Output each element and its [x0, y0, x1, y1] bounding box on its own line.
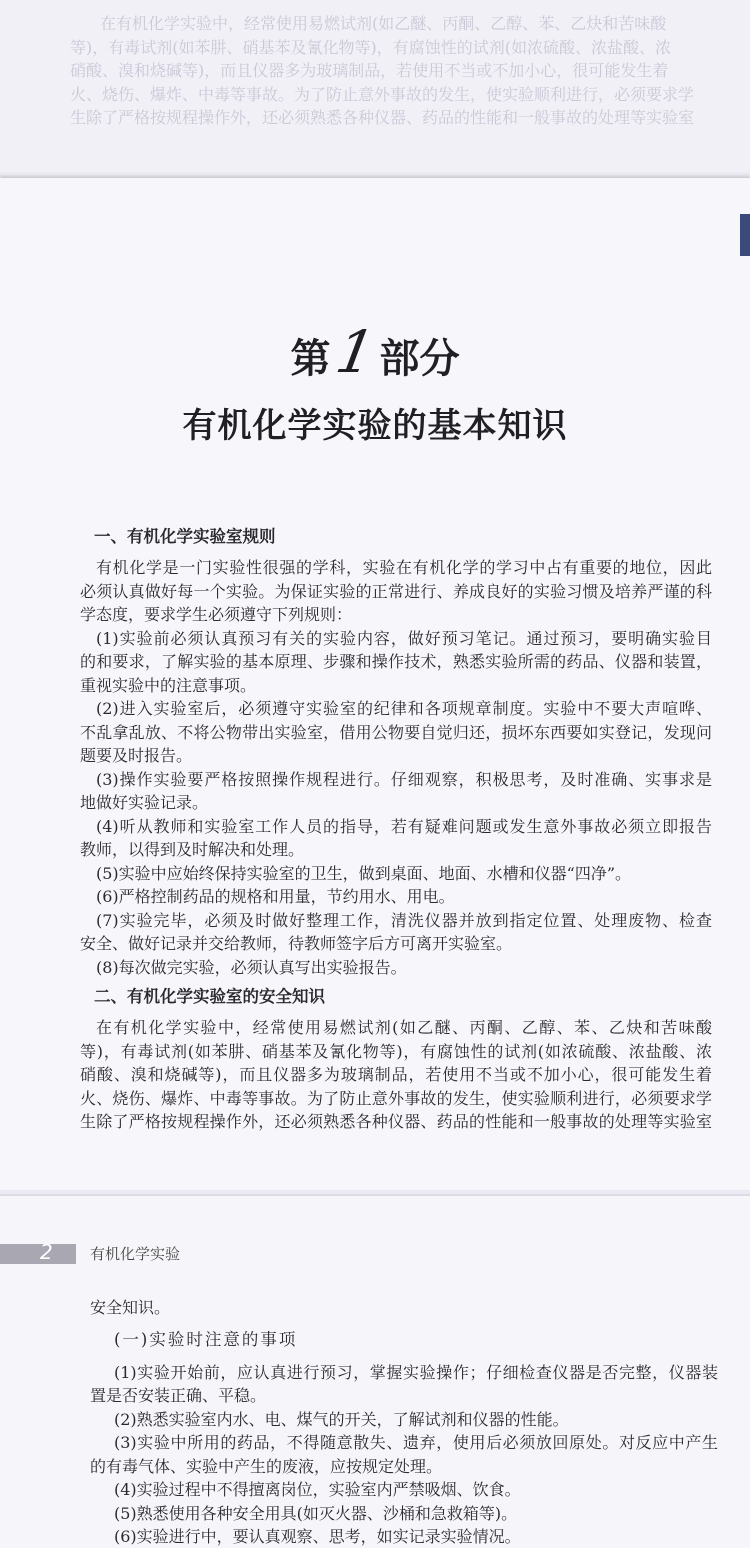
text-line: 必须认真做好每一个实验。为保证实验的正常进行、养成良好的实验习惯及培养严谨的科 — [80, 581, 712, 601]
text-line: 硝酸、溴和烧碱等)，而且仪器多为玻璃制品，若使用不当或不加小心，很可能发生着 — [80, 1065, 712, 1084]
text-line: 的和要求，了解实验的基本原理、步骤和操作技术，熟悉实验所需的药品、仪器和装置， — [80, 652, 712, 671]
text-line: 有机化学是一门实验性很强的学科，实验在有机化学的学习中占有重要的地位，因此 — [96, 558, 712, 577]
text-line: 学态度，要求学生必须遵守下列规则： — [80, 605, 353, 624]
text-line: (8)每次做完实验，必须认真写出实验报告。 — [96, 957, 407, 977]
text-line: (5)熟悉使用各种安全用具(如灭火器、沙桶和急救箱等)。 — [114, 1503, 518, 1523]
text-line: (4)实验过程中不得擅离岗位，实验室内严禁吸烟、饮食。 — [114, 1480, 521, 1499]
book-page-1 — [0, 178, 750, 1190]
part-number: 1 — [330, 318, 380, 386]
part-prefix: 第 — [290, 336, 331, 382]
page-number: 2 — [40, 1240, 53, 1264]
text-line: 不乱拿乱放、不将公物带出实验室，借用公物要自觉归还，损坏东西要如实登记，发现问 — [80, 722, 712, 742]
text-line: (5)实验中应始终保持实验室的卫生，做到桌面、地面、水槽和仪器“四净”。 — [96, 863, 632, 883]
text-line: 火、烧伤、爆炸、中毒等事故。为了防止意外事故的发生，使实验顺利进行，必须要求学 — [80, 1088, 712, 1108]
page-edge-tab — [740, 214, 750, 256]
faded-text-line: 等)，有毒试剂(如苯肼、硝基苯及氰化物等)，有腐蚀性的试剂(如浓硫酸、浓盐酸、浓 — [70, 37, 671, 57]
text-line: 题要及时报告。 — [80, 746, 193, 765]
text-line: 教师，以得到及时解决和处理。 — [80, 840, 305, 859]
text-line: (6)严格控制药品的规格和用量，节约用水、用电。 — [96, 887, 455, 906]
text-line: (2)熟悉实验室内水、电、煤气的开关，了解试剂和仪器的性能。 — [114, 1409, 569, 1429]
previous-page — [0, 0, 750, 172]
text-line: (1)实验开始前，应认真进行预习，掌握实验操作；仔细检查仪器是否完整，仪器装 — [114, 1362, 718, 1382]
faded-text-line: 硝酸、溴和烧碱等)，而且仪器多为玻璃制品，若使用不当或不加小心，很可能发生着 — [70, 61, 669, 80]
section-heading: 一、有机化学实验室规则 — [94, 527, 276, 546]
running-head: 有机化学实验 — [90, 1245, 181, 1263]
faded-text-line: 火、烧伤、爆炸、中毒等事故。为了防止意外事故的发生，使实验顺利进行，必须要求学 — [70, 84, 695, 104]
text-line: 置是否安装正确、平稳。 — [90, 1386, 267, 1405]
text-line: (1)实验前必须认真预习有关的实验内容，做好预习笔记。通过预习，要明确实验目 — [96, 628, 712, 648]
faded-text-line: 生除了严格按规程操作外，还必须熟悉各种仪器、药品的性能和一般事故的处理等实验室 — [70, 108, 695, 127]
part-title: 有机化学实验的基本知识 — [182, 406, 568, 446]
text-line: 等)，有毒试剂(如苯肼、硝基苯及氰化物等)，有腐蚀性的试剂(如浓硫酸、浓盐酸、浓 — [80, 1041, 712, 1061]
book-page-2 — [0, 1194, 750, 1548]
text-line: 安全、做好记录并交给教师，待教师签字后方可离开实验室。 — [80, 934, 513, 953]
text-line: 安全知识。 — [90, 1298, 171, 1317]
section-heading: (一)实验时注意的事项 — [114, 1329, 298, 1349]
text-line: (4)听从教师和实验室工作人员的指导，若有疑难问题或发生意外事故必须立即报告 — [96, 816, 712, 836]
section-heading: 二、有机化学实验室的安全知识 — [94, 987, 325, 1006]
text-line: 重视实验中的注意事项。 — [80, 675, 257, 695]
text-line: (2)进入实验室后，必须遵守实验室的纪律和各项规章制度。实验中不要大声喧哗、 — [96, 699, 712, 718]
running-head-bar — [0, 1244, 76, 1264]
part-suffix: 部分 — [379, 336, 460, 382]
text-line: (6)实验进行中，要认真观察、思考，如实记录实验情况。 — [114, 1527, 521, 1546]
text-line: (3)操作实验要严格按照操作规程进行。仔细观察，积极思考，及时准确、实事求是 — [96, 769, 712, 789]
faded-text-line: 在有机化学实验中，经常使用易燃试剂(如乙醚、丙酮、乙醇、苯、乙炔和苦味酸 — [100, 14, 667, 33]
text-line: (7)实验完毕，必须及时做好整理工作，清洗仪器并放到指定位置、处理废物、检查 — [96, 910, 712, 930]
text-line: 地做好实验记录。 — [80, 793, 209, 812]
text-line: (3)实验中所用的药品，不得随意散失、遗弃，使用后必须放回原处。对反应中产生 — [114, 1433, 718, 1452]
text-line: 生除了严格按规程操作外，还必须熟悉各种仪器、药品的性能和一般事故的处理等实验室 — [80, 1112, 712, 1131]
text-line: 的有毒气体、实验中产生的废液，应按规定处理。 — [90, 1456, 443, 1476]
part-heading — [0, 318, 750, 386]
text-line: 在有机化学实验中，经常使用易燃试剂(如乙醚、丙酮、乙醇、苯、乙炔和苦味酸 — [96, 1018, 712, 1037]
